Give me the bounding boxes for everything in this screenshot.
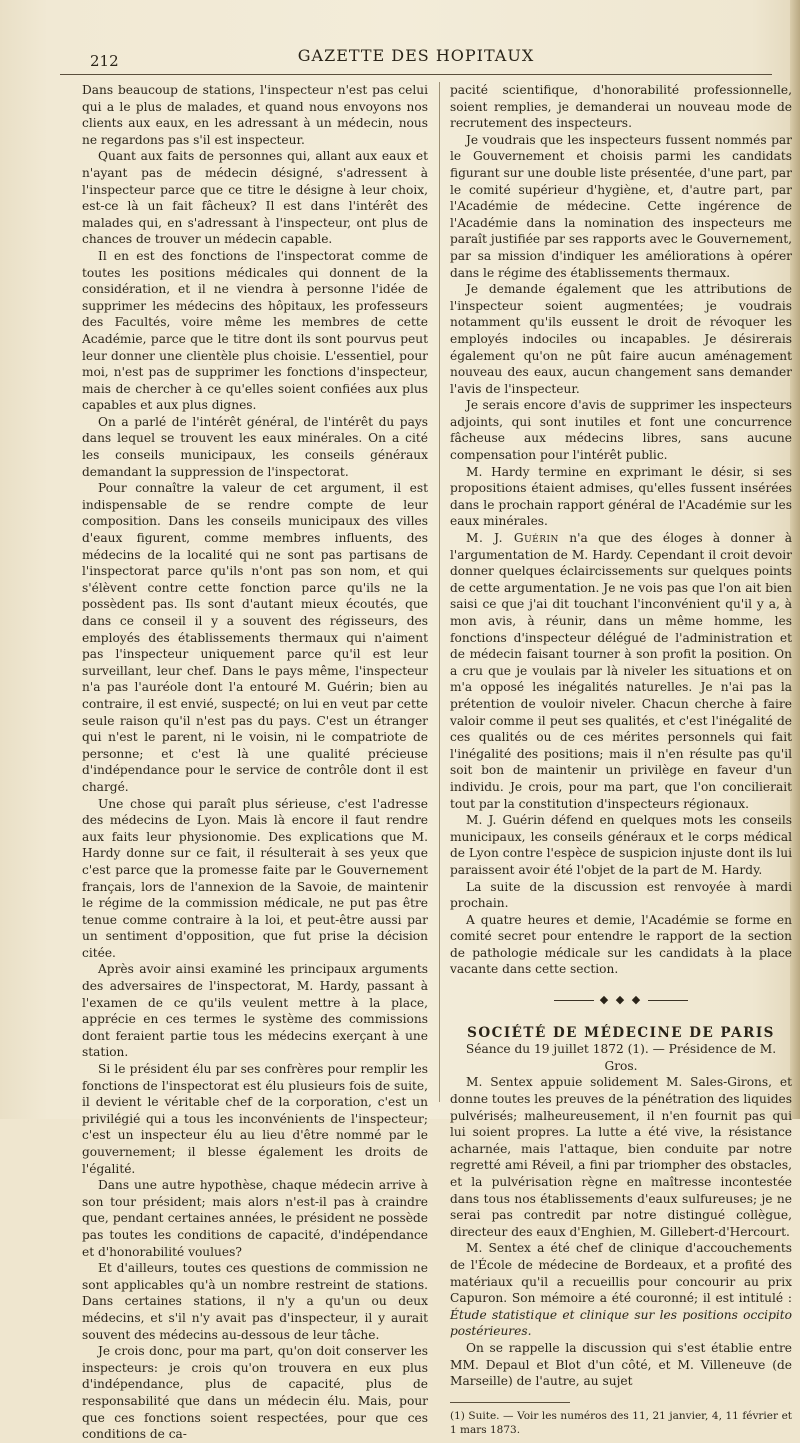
section-ornament: ◆ ◆ ◆ (450, 992, 792, 1009)
paragraph: Je voudrais que les inspecteurs fussent nommés par le Gouvernement et choisis parmi les candidats figurant sur une double liste présentée, d'une part, par le comité supérieur d'hygiène, et, d'autre part, par l'Académie de médecine. Cette ingérence de l'Académie dans la nomination des inspecteurs me paraît justifiée par ses rapports avec le Gouvernement, par sa mission d'indiquer les améliorations à opérer dans le régime des établissements thermaux. (450, 132, 792, 280)
paragraph: Dans beaucoup de stations, l'inspecteur n'est pas celui qui a le plus de malades, et quand nous envoyons nos clients aux eaux, en les adressant à un médecin, nous ne regardons pas s'il est inspecteur. (82, 83, 428, 147)
left-column (82, 82, 428, 1443)
paragraph: A quatre heures et demie, l'Académie se forme en comité secret pour entendre le rapport de la section de pathologie médicale sur les candidats à la place vacante dans cette section. (450, 912, 792, 977)
paragraph-sentex (450, 1240, 792, 1340)
column-divider (439, 82, 440, 1102)
memoir-title: Étude statistique et clinique sur les positions occipito postérieures. (450, 1307, 792, 1339)
paragraph: Il en est des fonctions de l'inspectorat comme de toutes les positions médicales qui donnent de la considération, et il ne viendra à personne l'idée de supprimer les médecins des hôpitaux, les professeurs des Facultés, voire même les membres de cette Académie, parce que le titre dont ils sont pourvus peut leur donner une clientèle plus choisie. L'essentiel, pour moi, n'est pas de supprimer les fonctions d'inspecteur, mais de chercher à ce qu'elles soient confiées aux plus capables et aux plus dignes. (82, 248, 428, 413)
paragraph: Je serais encore d'avis de supprimer les inspecteurs adjoints, qui sont inutiles et font une concurrence fâcheuse aux médecins libres, sans aucune compensation pour l'intérêt public. (450, 398, 792, 463)
footnote: (1) Suite. — Voir les numéros des 11, 21 janvier, 4, 11 février et 1 mars 1873. (450, 1409, 792, 1436)
right-column (450, 82, 792, 1437)
paragraph: M. Hardy termine en exprimant le désir, si ses propositions étaient admises, qu'elles fussent insérées dans le prochain rapport général de l'Académie sur les eaux minérales. (450, 464, 792, 529)
running-head: GAZETTE DES HOPITAUX (297, 46, 535, 65)
paragraph: Je demande également que les attributions de l'inspecteur soient augmentées; je voudrais notamment qu'ils eussent le droit de révoquer les employés indociles ou incapables. Je désirerais également qu'on ne pût faire aucun aménagement nouveau des eaux, aucun changement sans demander l'avis de l'inspecteur. (450, 282, 792, 396)
paragraph: Pour connaître la valeur de cet argument, il est indispensable de se rendre compte de leur composition. Dans les conseils municipaux des villes d'eaux figurent, comme membres influents, des médecins de la localité qui ne sont pas partisans de l'inspectorat parce qu'ils n'ont pas son nom, et qui s'élèvent contre cette fonction parce qu'ils ne la possèdent pas. Ils sont d'autant mieux écoutés, que dans ce conseil il y a souvent des régisseurs, des employés des établissements thermaux qui n'aiment pas l'inspecteur uniquement parce qu'il est leur surveillant, leur chef. Dans le pays même, l'inspecteur n'a pas l'auréole dont l'a entouré M. Guérin; bien au contraire, il est envié, suspecté; on lui en veut par cette seule raison qu'il n'est pas du pays. C'est un étranger qui n'est le parent, ni le voisin, ni le compatriote de personne; et c'est là une qualité précieuse d'indépendance pour le service de contrôle dont il est chargé. (82, 481, 428, 794)
paragraph: On se rappelle la discussion qui s'est établie entre MM. Depaul et Blot d'un côté, et M. Villeneuve (de Marseille) de l'autre, au sujet (450, 1340, 792, 1389)
paragraph: M. J. Guérin défend en quelques mots les conseils municipaux, les conseils généraux et le corps médical de Lyon contre l'espèce de suspicion injuste dont ils lui paraissent avoir été l'objet de la part de M. Hardy. (450, 813, 792, 877)
paragraph: Dans une autre hypothèse, chaque médecin arrive à son tour président; mais alors n'est-il pas à craindre que, pendant certaines années, le président ne possède pas toutes les conditions de capacité, d'indépendance et d'honorabilité voulues? (82, 1178, 428, 1259)
paragraph: M. Sentex appuie solidement M. Sales-Girons, et donne toutes les preuves de la pénétration des liquides pulvérisés; malheureusement, il n'en fournit pas qui lui soient propres. La lutte a été vive, la résistance acharnée, mais l'attaque, bien conduite par notre regretté ami Réveil, a fini par triompher des obstacles, et la pulvérisation règne en maîtresse incontestée dans tous nos établissements d'eaux sulfureuses; je ne serai pas contredit par notre distingué collègue, directeur des eaux d'Enghien, M. Gillebert-d'Hercourt. (450, 1075, 793, 1239)
paragraph-text: n'a que des éloges à donner à l'argumentation de M. Hardy. Cependant il croit devoir donner quelques éclaircissements sur quelques points de cette argumentation. Je ne vois pas que l'on ait bien saisi ce que j'ai dit touchant l'inconvénient qu'il y a, à mon avis, à réunir, dans un même homme, les fonctions d'inspecteur délégué de l'administration et de médecin faisant tourner à son profit la position. On a cru que je voulais par là niveler les situations et on m'a opposé les inégalités naturelles. Je n'ai pas la prétention de vouloir niveler. Chacun cherche à faire valoir comme il peut ses qualités, et c'est l'inégalité de ces qualités ou de ces mérites personnels qui fait l'inégalité des positions; mais il n'en résulte pas qu'il soit bon de maintenir un privilège en faveur d'un individu. Je crois, pour ma part, que l'on concilierait tout par la constitution d'inspecteurs régionaux. (450, 531, 792, 811)
speaker-name: M. J. Guérin (466, 531, 559, 546)
section-title: SOCIÉTÉ DE MÉDECINE DE PARIS (467, 1024, 775, 1041)
paragraph-guerin (450, 530, 792, 812)
session-line: Séance du 19 juillet 1872 (1). — Présidence de M. Gros. (465, 1042, 777, 1073)
paragraph: Quant aux faits de personnes qui, allant aux eaux et n'ayant pas de médecin désigné, s'adressent à l'inspecteur parce que ce titre le désigne à leur choix, est-ce là un fait fâcheux? Il est dans l'intérêt des malades qui, en s'adressant à l'inspecteur, ont plus de chances de trouver un médecin capable. (82, 149, 428, 247)
paragraph: La suite de la discussion est renvoyée à mardi prochain. (450, 879, 792, 911)
paragraph-text: M. Sentex a été chef de clinique d'accouchements de l'École de médecine de Bordeaux, et a profité des matériaux qu'il a recueillis pour concourir au prix Capuron. Son mémoire a été couronné; il est intitulé : (450, 1241, 792, 1306)
page-number: 212 (90, 52, 119, 70)
paragraph: Je crois donc, pour ma part, qu'on doit conserver les inspecteurs: je crois qu'on trouvera en eux plus d'indépendance, plus de capacité, plus de responsabilité que dans un médecin élu. Mais, pour que ces fonctions soient respectées, pour que ces conditions de ca- (82, 1344, 428, 1442)
paragraph: Après avoir ainsi examiné les principaux arguments des adversaires de l'inspectorat, M. Hardy, passant à l'examen de ce qu'ils veulent mettre à la place, apprécie en ces termes le système des commissions dont feraient partie tous les médecins exerçant à une station. (82, 962, 428, 1060)
paragraph: On a parlé de l'intérêt général, de l'intérêt du pays dans lequel se trouvent les eaux minérales. On a cité les conseils municipaux, les conseils généraux demandant la suppression de l'inspectorat. (82, 414, 428, 479)
page-header (60, 44, 772, 75)
paragraph: Et d'ailleurs, toutes ces questions de commission ne sont applicables qu'à un nombre restreint de stations. Dans certaines stations, il n'y a qu'un ou deux médecins, et s'il n'y avait pas d'inspecteur, il y aurait souvent des médecins au-dessous de leur tâche. (82, 1261, 428, 1342)
paragraph: Si le président élu par ses confrères pour remplir les fonctions de l'inspectorat est élu plusieurs fois de suite, il devient le véritable chef de la corporation, c'est un privilégié qui a tous les inconvénients de l'inspecteur; c'est un inspecteur élu au lieu d'être nommé par le gouvernement; il blesse également les droits de l'égalité. (82, 1062, 428, 1176)
paragraph: Une chose qui paraît plus sérieuse, c'est l'adresse des médecins de Lyon. Mais là encore il faut rendre aux faits leur physionomie. Des explications que M. Hardy donne sur ce fait, il résulterait à ses yeux que c'est parce que la promesse faite par le Gouvernement français, lors de l'annexion de la Savoie, de maintenir le régime de la commission médicale, ne put pas être tenue comme contraire à la loi, et peut-être aussi par un sentiment d'opposition, que fut prise la décision citée. (82, 796, 428, 960)
paragraph: pacité scientifique, d'honorabilité professionnelle, soient remplies, je demanderai un nouveau mode de recrutement des inspecteurs. (450, 83, 792, 131)
footnote-rule (450, 1402, 570, 1403)
